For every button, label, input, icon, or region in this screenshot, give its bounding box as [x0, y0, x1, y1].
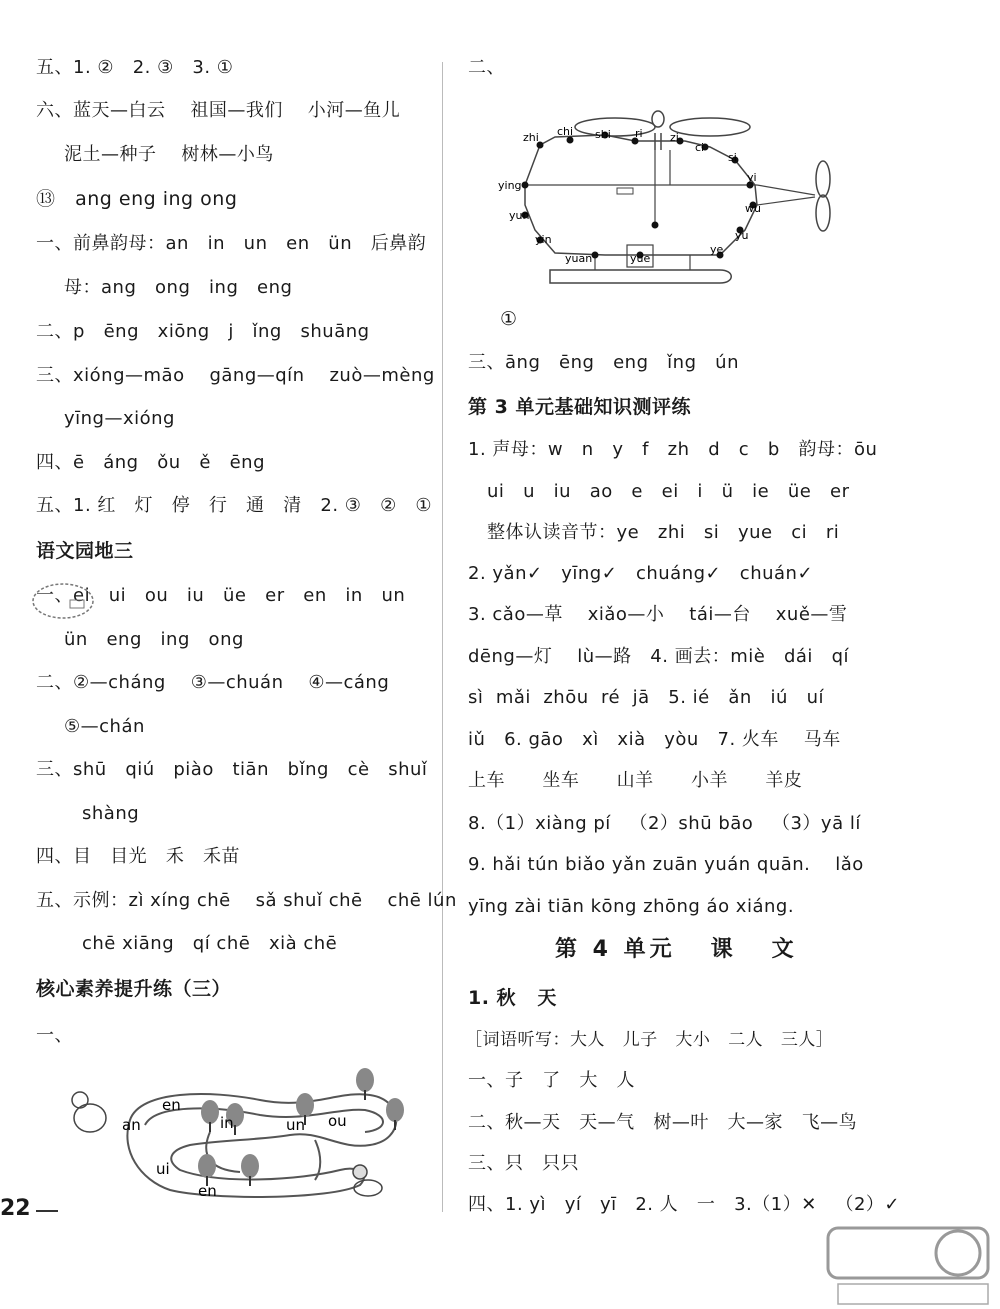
answer-line: ui u iu ao e ei i ü ie üe er: [487, 481, 850, 502]
maze-label: en: [162, 1096, 181, 1114]
answer-line: 3. cǎo—草 xiǎo—小 tái—台 xuě—雪: [468, 604, 848, 625]
maze-label: in: [220, 1114, 234, 1132]
answer-line: ün eng ing ong: [64, 629, 244, 650]
heli-label: yi: [747, 171, 757, 184]
answer-line: 一、前鼻韵母：an in un en ün 后鼻韵: [36, 233, 427, 254]
heli-label: ri: [635, 127, 643, 140]
heli-label: si: [728, 151, 737, 164]
answer-line: 三、shū qiú piào tiān bǐng cè shuǐ: [36, 759, 428, 780]
heli-label: yun: [509, 209, 530, 222]
answer-line: 1. 声母：w n y f zh d c b 韵母：ōu: [468, 439, 878, 460]
lesson-heading: 1. 秋 天: [468, 987, 557, 1009]
answer-line: 一、ei ui ou iu üe er en in un: [36, 585, 406, 606]
maze-label: an: [122, 1116, 141, 1134]
section-title: ⑬ ang eng ing ong: [36, 188, 238, 210]
tree-icon: [201, 1100, 219, 1132]
answer-line: 四、ē áng ǒu ě ēng: [36, 452, 266, 473]
answer-line: 一、子 了 大 人: [468, 1070, 635, 1091]
maze-label: en: [198, 1182, 217, 1200]
heli-label: yuan: [565, 252, 593, 265]
answer-line: sì mǎi zhōu ré jā 5. ié ǎn iú uí: [468, 687, 824, 708]
answer-line: 五、1. 红 灯 停 行 通 清 2. ③ ② ①: [36, 495, 433, 516]
section-heading: 语文园地三: [36, 540, 134, 562]
answer-line: 四、目 目光 禾 禾苗: [36, 846, 240, 867]
answer-line: 整体认读音节：ye zhi si yue ci ri: [487, 522, 840, 543]
page-number: 22: [0, 1196, 31, 1221]
answer-line: yīng—xióng: [64, 408, 175, 429]
answer-line: iǔ 6. gāo xì xià yòu 7. 火车 马车: [468, 729, 841, 750]
heli-label: wu: [745, 202, 761, 215]
answer-line: 二、②—cháng ③—chuán ④—cáng: [36, 672, 390, 693]
page-number-rule: [36, 1210, 58, 1212]
section-heading: 第 3 单元基础知识测评练: [468, 396, 691, 418]
answer-line: 9. hǎi tún biǎo yǎn zuān yuán quān. lǎo: [468, 854, 864, 875]
heli-label: zhi: [523, 131, 539, 144]
heli-label: shi: [595, 128, 611, 141]
answer-line: 三、xióng—māo gāng—qín zuò—mèng: [36, 365, 435, 386]
heli-label: yue: [630, 252, 651, 265]
maze-label: ui: [156, 1160, 170, 1178]
answer-line: 母：ang ong ing eng: [64, 277, 293, 298]
unit-heading: 第 4 单元 课 文: [555, 937, 798, 962]
answer-line: 三、只 只只: [468, 1153, 580, 1174]
tree-icon: [241, 1154, 259, 1186]
answer-line: 泥土—种子 树林—小鸟: [64, 144, 274, 165]
stamp-icon: [30, 580, 96, 622]
answer-line: shàng: [82, 803, 140, 824]
answer-line: yīng zài tiān kōng zhōng áo xiáng.: [468, 896, 795, 917]
answer-line: dēng—灯 lù—路 4. 画去：miè dái qí: [468, 646, 850, 667]
dictation-line: ［词语听写：大人 儿子 大小 二人 三人］: [465, 1030, 834, 1050]
helicopter-illustration: [495, 105, 875, 295]
column-divider: [442, 62, 443, 1212]
answer-line: ①: [500, 308, 518, 330]
heli-label: chi: [557, 125, 574, 138]
answer-line: 8.（1）xiàng pí （2）shū bāo （3）yā lí: [468, 813, 861, 834]
duck-icon: [353, 1165, 382, 1196]
maze-illustration: [60, 1060, 420, 1200]
answer-line: 三、āng ēng eng ǐng ún: [468, 352, 739, 373]
maze-label: ou: [328, 1112, 347, 1130]
answer-line: 四、1. yì yí yī 2. 人 一 3.（1）✕ （2）✓: [468, 1194, 900, 1215]
tree-icon: [386, 1098, 404, 1130]
answer-line: chē xiāng qí chē xià chē: [82, 933, 338, 954]
heli-label: ci: [695, 141, 705, 154]
answer-line: 上车 坐车 山羊 小羊 羊皮: [468, 770, 803, 791]
chick-icon: [72, 1092, 106, 1132]
section-heading: 核心素养提升练（三）: [36, 978, 232, 1000]
answer-line: 2. yǎn✓ yīng✓ chuáng✓ chuán✓: [468, 563, 814, 584]
answer-line: 二、: [468, 57, 505, 78]
heli-label: yin: [535, 233, 552, 246]
answer-line: 二、秋—天 天—气 树—叶 大—家 飞—鸟: [468, 1112, 858, 1133]
answer-line: 五、示例：zì xíng chē sǎ shuǐ chē chē lún: [36, 890, 457, 911]
answer-line: ⑤—chán: [64, 716, 145, 737]
answer-line: 一、: [36, 1025, 73, 1046]
heli-label: yu: [735, 229, 749, 242]
heli-label: ye: [710, 243, 724, 256]
heli-label: zi: [670, 131, 679, 144]
heli-label: ying: [498, 179, 522, 192]
watermark-logo: [818, 1220, 998, 1308]
maze-label: un: [286, 1116, 306, 1134]
answer-line: 二、p ēng xiōng j ǐng shuāng: [36, 321, 370, 342]
answer-line: 六、蓝天—白云 祖国—我们 小河—鱼儿: [36, 100, 401, 121]
answer-line: 五、1. ② 2. ③ 3. ①: [36, 57, 234, 78]
